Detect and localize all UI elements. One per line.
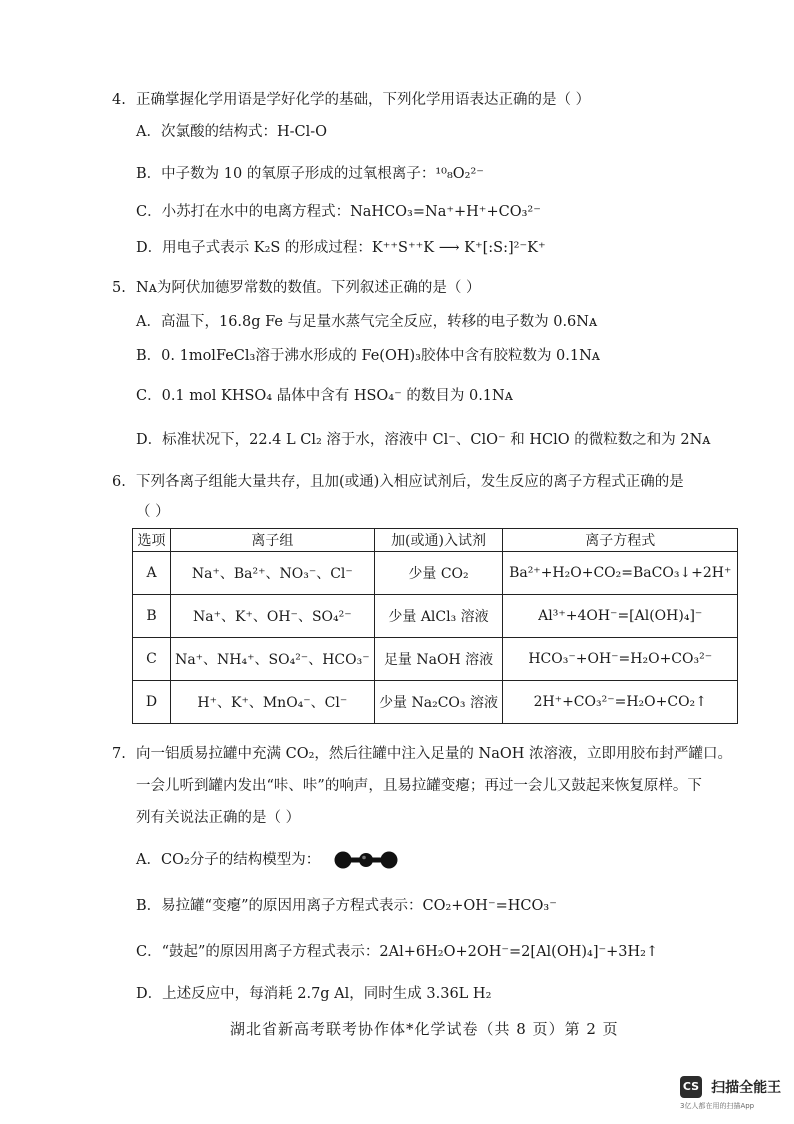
question-7-option-d: D．上述反应中，每消耗 2.7g Al，同时生成 3.36L H₂	[136, 986, 492, 1002]
table-row	[133, 681, 738, 724]
table-cell: Na⁺、NH₄⁺、SO₄²⁻、HCO₃⁻	[171, 638, 375, 681]
table-cell: C	[133, 638, 171, 681]
table-header-row	[133, 529, 738, 552]
question-4-stem: 正确掌握化学用语是学好化学的基础，下列化学用语表达正确的是（ ）	[136, 92, 591, 108]
camscanner-watermark	[680, 1076, 781, 1111]
page-footer: 湖北省新高考联考协作体*化学试卷（共 8 页）第 2 页	[230, 1020, 619, 1038]
camscanner-logo-icon: CS	[680, 1076, 702, 1098]
question-7-stem-line-2: 一会儿听到罐内发出“咔、咔”的响声，且易拉罐变瘪；再过一会儿又鼓起来恢复原样。下	[136, 778, 702, 794]
question-7-number: 7.	[112, 746, 126, 762]
question-5-option-d: D．标准状况下，22.4 L Cl₂ 溶于水，溶液中 Cl⁻、ClO⁻ 和 HClO 的微粒数之和为 2Nᴀ	[136, 432, 711, 448]
question-6-table	[132, 528, 738, 724]
question-4-option-a: A．次氯酸的结构式：H-Cl-O	[136, 124, 328, 140]
table-header: 加(或通)入试剂	[374, 529, 503, 552]
table-cell: B	[133, 595, 171, 638]
question-5-stem: Nᴀ为阿伏加德罗常数的数值。下列叙述正确的是（ ）	[136, 280, 481, 296]
table-header: 离子方程式	[503, 529, 738, 552]
question-6-blank: （ ）	[136, 504, 170, 520]
table-cell: Ba²⁺+H₂O+CO₂=BaCO₃↓+2H⁺	[503, 552, 738, 595]
table-cell: 2H⁺+CO₃²⁻=H₂O+CO₂↑	[503, 681, 738, 724]
question-7-stem-line-1: 向一铝质易拉罐中充满 CO₂，然后往罐中注入足量的 NaOH 浓溶液，立即用胶布封严罐口。	[136, 746, 732, 762]
table-row	[133, 552, 738, 595]
question-5-option-b: B．0. 1molFeCl₃溶于沸水形成的 Fe(OH)₃胶体中含有胶粒数为 0.1Nᴀ	[136, 348, 600, 364]
table-cell: Na⁺、Ba²⁺、NO₃⁻、Cl⁻	[171, 552, 375, 595]
question-4-option-b: B．中子数为 10 的氧原子形成的过氧根离子：¹⁰₈O₂²⁻	[136, 166, 484, 182]
table-cell: 少量 Na₂CO₃ 溶液	[374, 681, 503, 724]
table-cell: 少量 AlCl₃ 溶液	[374, 595, 503, 638]
table-cell: 少量 CO₂	[374, 552, 503, 595]
question-7-option-a-text: A．CO₂分子的结构模型为：	[136, 852, 321, 868]
table-row	[133, 638, 738, 681]
question-7-option-c: C．“鼓起”的原因用离子方程式表示：2Al+6H₂O+2OH⁻=2[Al(OH)₄]⁻+3H₂↑	[136, 944, 659, 960]
question-7-option-a	[136, 850, 399, 870]
question-6-stem: 下列各离子组能大量共存，且加(或通)入相应试剂后，发生反应的离子方程式正确的是	[136, 474, 684, 490]
question-4-option-c: C．小苏打在水中的电离方程式：NaHCO₃=Na⁺+H⁺+CO₃²⁻	[136, 204, 541, 220]
table-cell: H⁺、K⁺、MnO₄⁻、Cl⁻	[171, 681, 375, 724]
table-cell: Al³⁺+4OH⁻=[Al(OH)₄]⁻	[503, 595, 738, 638]
camscanner-name: 扫描全能王	[711, 1080, 782, 1096]
co2-ball-model-icon	[333, 850, 399, 870]
question-5-option-c: C．0.1 mol KHSO₄ 晶体中含有 HSO₄⁻ 的数目为 0.1Nᴀ	[136, 388, 513, 404]
table-cell: Na⁺、K⁺、OH⁻、SO₄²⁻	[171, 595, 375, 638]
question-7-stem-line-3: 列有关说法正确的是（ ）	[136, 810, 301, 826]
table-cell: HCO₃⁻+OH⁻=H₂O+CO₃²⁻	[503, 638, 738, 681]
table-cell: A	[133, 552, 171, 595]
question-5-number: 5.	[112, 280, 126, 296]
question-4-number: 4.	[112, 92, 126, 108]
table-cell: 足量 NaOH 溶液	[374, 638, 503, 681]
table-row	[133, 595, 738, 638]
camscanner-tagline: 3亿人都在用的扫描App	[680, 1102, 755, 1110]
question-4-option-d: D．用电子式表示 K₂S 的形成过程：K⁺⁺S⁺⁺K ⟶ K⁺[:S:]²⁻K⁺	[136, 240, 546, 256]
table-cell: D	[133, 681, 171, 724]
table-header: 选项	[133, 529, 171, 552]
question-5-option-a: A．高温下，16.8g Fe 与足量水蒸气完全反应，转移的电子数为 0.6Nᴀ	[136, 314, 598, 330]
question-7-option-b: B．易拉罐“变瘪”的原因用离子方程式表示：CO₂+OH⁻=HCO₃⁻	[136, 898, 557, 914]
question-6-number: 6.	[112, 474, 126, 490]
table-header: 离子组	[171, 529, 375, 552]
